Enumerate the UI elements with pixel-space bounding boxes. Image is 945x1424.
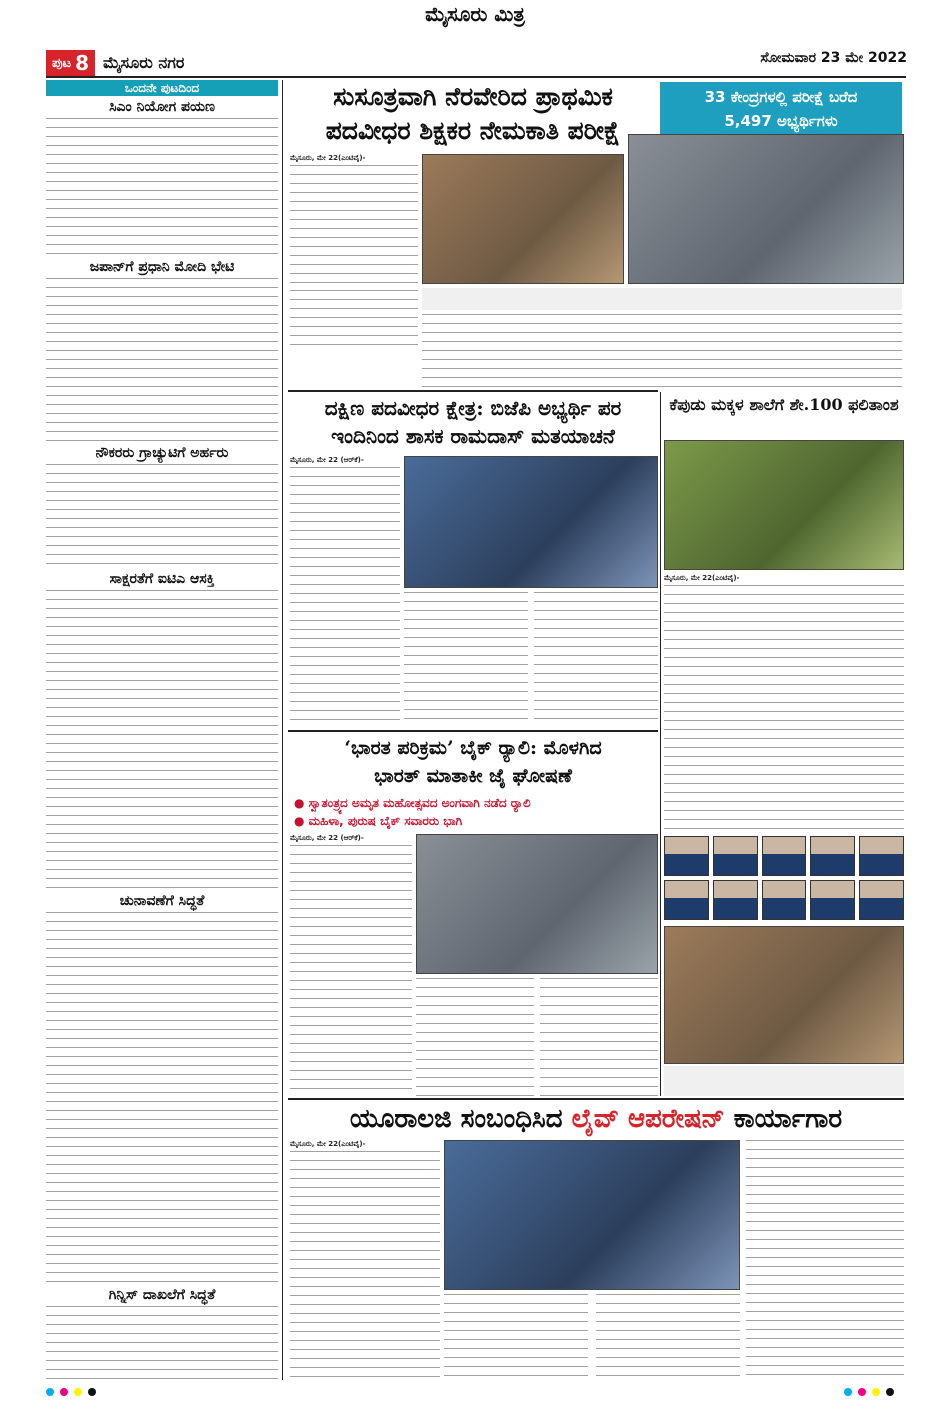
- student-portrait: [810, 880, 855, 920]
- paper-name: ಮೈಸೂರು ಮಿತ್ರ: [425, 2, 525, 26]
- left-text-block: [46, 118, 278, 256]
- story3-text: [290, 834, 412, 1096]
- banner-line: 5,497 ಅಭ್ಯರ್ಥಿಗಳು: [724, 112, 838, 130]
- workshop-lamp-lighting-photo: [444, 1140, 740, 1290]
- left-heading-1: ಸಿಎಂ ನಿಯೋಗ ಪಯಣ: [109, 99, 215, 115]
- headline-line: ಸುಸೂತ್ರವಾಗಿ ನೆರವೇರಿದ ಪ್ರಾಥಮಿಕ: [333, 82, 613, 111]
- story-rule: [288, 1098, 904, 1100]
- text-block: [290, 467, 400, 725]
- headline-highlight: ಲೈವ್ ಆಪರೇಷನ್: [571, 1104, 725, 1134]
- banner-line: 33 ಕೇಂದ್ರಗಳಲ್ಲಿ ಪರೀಕ್ಷೆ ಬರೆದ: [704, 88, 858, 106]
- top-story-banner: [660, 82, 902, 136]
- story3-headline: [288, 734, 658, 792]
- text-block: [746, 1140, 904, 1380]
- text-block: [404, 592, 528, 726]
- bottom-story-text: [290, 1140, 440, 1380]
- story-rule: [288, 730, 658, 732]
- story3-bullet-1: [294, 796, 658, 814]
- story-rule: [288, 390, 658, 392]
- student-portrait: [762, 880, 807, 920]
- left-heading-3: ನೌಕರರು ಗ್ರಾಚ್ಯುಟಿಗೆ ಅರ್ಹರು: [95, 445, 229, 461]
- text-block: [290, 290, 418, 350]
- right-story-headline: ಕೆಪುಡು ಮಕ್ಕಳ ಶಾಲೆಗೆ ಶೇ.100 ಫಲಿತಾಂಶ: [669, 395, 899, 414]
- headline-line: ದಕ್ಷಿಣ ಪದವೀಧರ ಕ್ಷೇತ್ರ: ಬಿಜೆಪಿ ಅಭ್ಯರ್ಥಿ ಪರ: [324, 396, 622, 420]
- headline-line: ಪದವೀಧರ ಶಿಕ್ಷಕರ ನೇಮಕಾತಿ ಪರೀಕ್ಷೆ: [325, 116, 621, 145]
- yellow-mark: [74, 1388, 82, 1396]
- school-students-photo: [664, 440, 904, 570]
- student-portrait: [664, 880, 709, 920]
- left-heading-2: ಜಪಾನ್‌ಗೆ ಪ್ರಧಾನಿ ಮೋದಿ ಭೇಟಿ: [89, 259, 235, 275]
- page-word: ಪುಟ: [52, 55, 72, 71]
- exam-officials-photo: [628, 134, 904, 284]
- bullet-icon: ●: [294, 796, 305, 810]
- cyan-mark: [844, 1388, 852, 1396]
- dateline: ಮೈಸೂರು, ಮೇ 22(ಎಂಟಿವೈ)-: [664, 574, 740, 582]
- top-story-text: [290, 154, 418, 288]
- page-number: 8: [75, 51, 89, 75]
- left-heading-5: ಚುನಾವಣೆಗೆ ಸಿದ್ಧತೆ: [119, 893, 205, 909]
- print-color-marks: [844, 1388, 894, 1396]
- student-portrait: [810, 836, 855, 876]
- right-photo-caption: [664, 1066, 904, 1096]
- student-portrait: [664, 836, 709, 876]
- page-number-badge: [46, 50, 95, 76]
- magenta-mark: [60, 1388, 68, 1396]
- left-heading-4: ಸಾಕ್ಷರತೆಗೆ ಐಟಿಎ ಆಸಕ್ತಿ: [109, 571, 215, 587]
- dateline: ಮೈಸೂರು, ಮೇ 22 (ಆರ್‌ಕೆ)-: [290, 456, 364, 464]
- text-block: [290, 845, 412, 1095]
- press-meet-photo: [404, 456, 658, 588]
- dateline: ಮೈಸೂರು, ಮೇ 22(ಎಂಟಿವೈ)-: [290, 154, 366, 162]
- cyan-mark: [46, 1388, 54, 1396]
- story2-headline: [288, 394, 658, 454]
- left-text-block: [46, 912, 278, 1284]
- student-portrait: [762, 836, 807, 876]
- bullet-text: ಮಹಿಳಾ, ಪುರುಷ ಬೈಕ್ ಸವಾರರು ಭಾಗಿ: [308, 814, 463, 828]
- print-color-marks: [46, 1388, 96, 1396]
- exam-hall-photo: [422, 154, 624, 284]
- text-block: [416, 978, 534, 1096]
- headline-line: ಭಾರತ್ ಮಾತಾಕೀ ಜೈ ಘೋಷಣೆ: [374, 765, 572, 787]
- headline-part: ಕಾರ್ಯಾಗಾರ: [724, 1104, 843, 1134]
- student-portrait: [859, 880, 904, 920]
- left-text-block: [46, 278, 278, 442]
- right-story-text: [664, 574, 904, 834]
- story3-bullet-2: [294, 814, 658, 832]
- text-block: [534, 592, 658, 726]
- left-text-block: [46, 590, 278, 890]
- issue-date: ಸೋಮವಾರ 23 ಮೇ 2022: [760, 50, 907, 66]
- page-masthead-left: [46, 50, 184, 76]
- magenta-mark: [858, 1388, 866, 1396]
- student-portrait: [713, 836, 758, 876]
- text-block: [596, 1294, 740, 1380]
- black-mark: [88, 1388, 96, 1396]
- bike-rally-photo: [416, 834, 658, 974]
- student-portraits-row-2: [664, 880, 904, 920]
- text-block: [422, 314, 902, 388]
- column-divider: [660, 392, 661, 1096]
- garland-felicitation-photo: [664, 926, 904, 1064]
- headline-line: ಇಂದಿನಿಂದ ಶಾಸಕ ರಾಮದಾಸ್ ಮತಯಾಚನೆ: [331, 424, 615, 448]
- section-name: ಮೈಸೂರು ನಗರ: [103, 53, 185, 72]
- headline-line: ‘ಭಾರತ ಪರಿಕ್ರಮ’ ಬೈಕ್ ರ‍್ಯಾಲಿ: ಮೊಳಗಿದ: [344, 737, 602, 759]
- left-heading-6: ಗಿನ್ನಿಸ್ ದಾಖಲೆಗೆ ಸಿದ್ಧತೆ: [108, 1287, 216, 1303]
- text-block: [540, 978, 658, 1096]
- column-divider: [282, 80, 283, 1380]
- top-story-caption: [422, 288, 902, 310]
- student-portrait: [859, 836, 904, 876]
- bullet-icon: ●: [294, 814, 305, 828]
- text-block: [444, 1294, 588, 1380]
- bottom-story-headline: [288, 1102, 904, 1138]
- dateline: ಮೈಸೂರು, ಮೇ 22 (ಆರ್‌ಕೆ)-: [290, 834, 364, 842]
- left-text-block: [46, 1306, 278, 1380]
- black-mark: [886, 1388, 894, 1396]
- dateline: ಮೈಸೂರು, ಮೇ 22(ಎಂಟಿವೈ)-: [290, 1140, 366, 1148]
- bullet-text: ಸ್ವಾತಂತ್ರ್ಯದ ಅಮೃತ ಮಹೋತ್ಸವದ ಅಂಗವಾಗಿ ನಡೆದ ರ‍್ಯಾಲಿ: [308, 796, 531, 810]
- text-block: [290, 1151, 440, 1379]
- student-portrait: [713, 880, 758, 920]
- student-portraits-row-1: [664, 836, 904, 876]
- top-story-headline: [288, 80, 658, 152]
- yellow-mark: [872, 1388, 880, 1396]
- left-text-block: [46, 464, 278, 568]
- continued-label: ಒಂದನೇ ಪುಟದಿಂದ: [46, 80, 278, 96]
- headline-part: ಯೂರಾಲಜಿ ಸಂಬಂಧಿಸಿದ: [349, 1104, 572, 1134]
- left-column: [46, 80, 278, 1380]
- story2-text: [290, 456, 400, 726]
- masthead-rule: [46, 76, 906, 78]
- text-block: [290, 165, 418, 287]
- text-block: [664, 585, 904, 833]
